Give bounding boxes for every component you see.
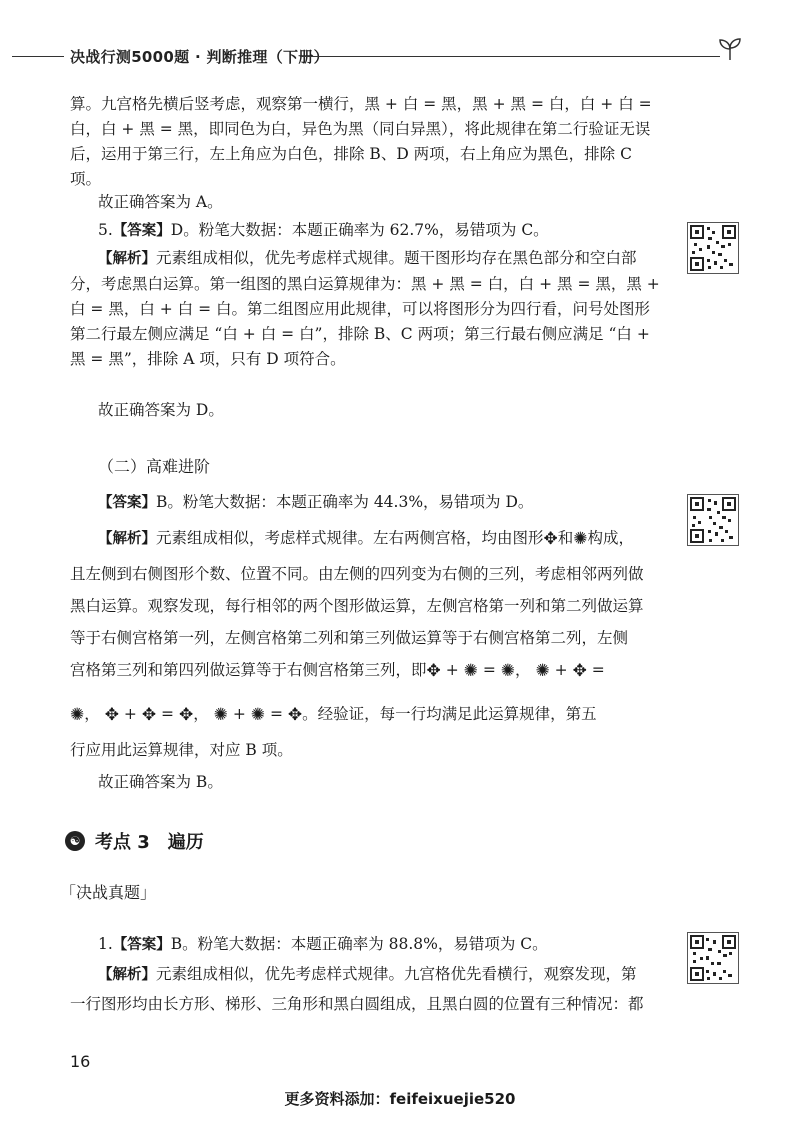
- plus-sign: +: [123, 705, 137, 723]
- footer-note: 更多资料添加：feifeixuejie520: [284, 1090, 516, 1108]
- adv-answer-text: B。粉笔大数据：本题正确率为 44.3%，易错项为 D。: [156, 493, 534, 511]
- adv-analysis-line-4: 等于右侧宫格第一列，左侧宫格第二列和第三列做运算等于右侧宫格第二列，左侧: [70, 629, 629, 647]
- header-rule-left: [12, 56, 64, 57]
- plus-sign: +: [554, 661, 568, 679]
- page-number: 16: [70, 1052, 91, 1071]
- q1-analysis-line-2: 一行图形均由长方形、梯形、三角形和黑白圆组成，且黑白圆的位置有三种情况：都: [70, 995, 644, 1013]
- starburst-shape-icon: ✺: [463, 660, 478, 681]
- q5-analysis-text: 元素组成相似，优先考虑样式规律。题干图形均存在黑色部分和空白部分，考虑黑白运算。第一组图的黑白运算规律为：黑 + 黑 = 白，白 + 黑 = 黑，黑 + 白 = 黑，白 + 白 = 白。第二组图应用此规律，可以将图形分为四行看，问号处图形第二行最左侧应满足 “白 + 白 = 白”，排除 B、C 两项；第三行最右侧应满足 “白 + 黑 = 黑”，排除 A 项，只有 D 项符合。: [70, 249, 660, 368]
- separator: ，: [515, 661, 531, 679]
- cross-shape-icon: ✥: [543, 528, 558, 549]
- plus-sign: +: [232, 705, 246, 723]
- adv-analysis-line-2: 且左侧到右侧图形个数、位置不同。由左侧的四列变为右侧的三列，考虑相邻两列做: [70, 565, 644, 583]
- conclusion-d: 故正确答案为 D。: [98, 401, 224, 419]
- qr-code-icon[interactable]: [687, 932, 739, 984]
- adv-analysis-line-6: [70, 702, 597, 724]
- section-heading: [65, 828, 204, 854]
- starburst-shape-icon: ✺: [573, 528, 588, 549]
- adv-text: 元素组成相似，考虑样式规律。左右两侧宫格，均由图形: [156, 529, 544, 547]
- sprout-icon: [716, 36, 744, 62]
- adv-answer: [98, 490, 533, 512]
- header-rule-right: [300, 56, 720, 57]
- cross-shape-icon: ✥: [104, 704, 119, 725]
- q1-number: 1.: [98, 935, 113, 953]
- cross-shape-icon: ✥: [426, 660, 441, 681]
- qr-code-icon[interactable]: [687, 494, 739, 546]
- q5-answer-text: D。粉笔大数据：本题正确率为 62.7%，易错项为 C。: [170, 221, 549, 239]
- adv-text: 。经验证，每一行均满足此运算规律，第五: [302, 705, 597, 723]
- separator: ，: [193, 705, 209, 723]
- equals-sign: =: [482, 661, 496, 679]
- analysis-tag: 【解析】: [98, 967, 156, 983]
- cross-shape-icon: ✥: [141, 704, 157, 725]
- running-header: [0, 36, 800, 76]
- adv-analysis-line-7: 行应用此运算规律，对应 B 项。: [70, 741, 293, 759]
- q1-text: 元素组成相似，优先考虑样式规律。九宫格优先看横行，观察发现，第: [156, 965, 637, 983]
- answer-tag: 【答案】: [112, 937, 171, 953]
- starburst-shape-icon: ✺: [250, 704, 266, 725]
- q1-answer: [98, 932, 548, 954]
- starburst-shape-icon: ✺: [70, 704, 85, 725]
- equals-sign: =: [269, 705, 283, 723]
- starburst-shape-icon: ✺: [500, 660, 516, 681]
- analysis-tag: 【解析】: [98, 251, 156, 267]
- adv-text: 宫格第三列和第四列做运算等于右侧宫格第三列，即: [70, 661, 427, 679]
- conclusion-b: 故正确答案为 B。: [98, 773, 223, 791]
- cross-shape-icon: ✥: [287, 704, 303, 725]
- q1-analysis-line-1: [98, 962, 637, 984]
- cross-shape-icon: ✥: [572, 660, 587, 681]
- answer-tag: 【答案】: [98, 495, 156, 511]
- analysis-tag: 【解析】: [98, 531, 156, 547]
- q1-answer-text: B。粉笔大数据：本题正确率为 88.8%，易错项为 C。: [170, 935, 548, 953]
- q5-number: 5.: [98, 221, 113, 239]
- separator: ，: [84, 705, 100, 723]
- cross-shape-icon: ✥: [178, 704, 194, 725]
- equals-sign: =: [591, 661, 605, 679]
- adv-analysis-line-5: [70, 658, 605, 680]
- adv-analysis-line-1: [98, 526, 634, 548]
- plus-sign: +: [445, 661, 459, 679]
- q5-analysis: [70, 246, 660, 372]
- paragraph-rule-explanation: 算。九宫格先横后竖考虑，观察第一横行，黑 + 白 = 黑，黑 + 黑 = 白，白 + 白 = 白，白 + 黑 = 黑，即同色为白，异色为黑（同白异黑），将此规律在第二行验证无误后，运用于第三行，左上角应为白色，排除 B、D 两项，右上角应为黑色，排除 C 项。: [70, 95, 652, 188]
- section-title: 考点 3 遍历: [95, 832, 204, 853]
- starburst-shape-icon: ✺: [213, 704, 228, 725]
- section-icon: ☯: [65, 831, 85, 851]
- adv-text: 和: [557, 529, 574, 547]
- book-title: 决战行测5000题 · 判断推理（下册）: [70, 48, 329, 66]
- equals-sign: =: [161, 705, 175, 723]
- conclusion-a: 故正确答案为 A。: [98, 193, 223, 211]
- answer-tag: 【答案】: [112, 223, 171, 239]
- starburst-shape-icon: ✺: [535, 660, 550, 681]
- subsection-title: （二）高难进阶: [98, 457, 211, 476]
- adv-text: 构成，: [587, 529, 635, 547]
- q5-answer: [98, 218, 549, 240]
- box-title: 「决战真题」: [60, 883, 157, 902]
- adv-analysis-line-3: 黑白运算。观察发现，每行相邻的两个图形做运算，左侧宫格第一列和第二列做运算: [70, 597, 644, 615]
- qr-code-icon[interactable]: [687, 222, 739, 274]
